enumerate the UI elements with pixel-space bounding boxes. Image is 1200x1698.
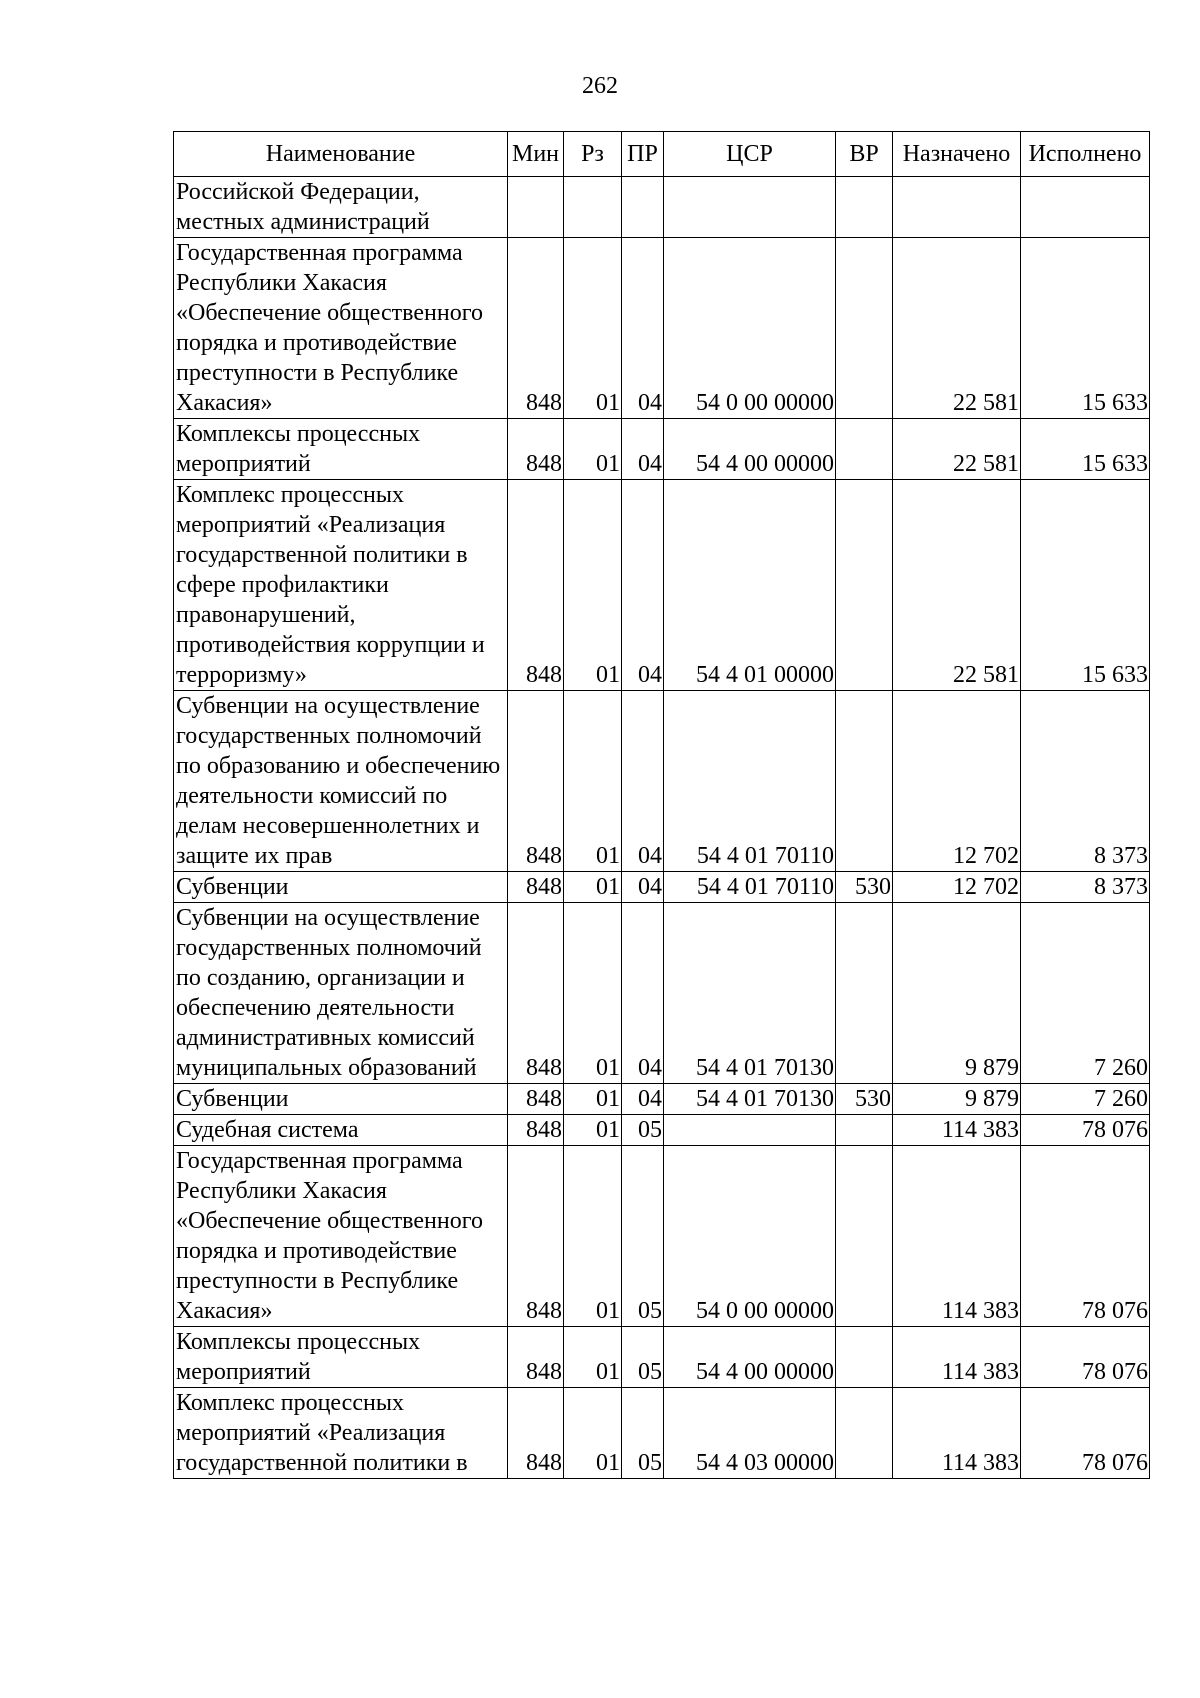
header-csr: ЦСР	[664, 132, 836, 177]
header-rz: Рз	[564, 132, 622, 177]
cell-rz: 01	[564, 1327, 622, 1388]
cell-rz: 01	[564, 872, 622, 903]
cell-pr: 04	[622, 1084, 664, 1115]
cell-ispolneno: 15 633	[1021, 238, 1150, 419]
cell-naznacheno: 114 383	[893, 1115, 1021, 1146]
cell-ispolneno: 15 633	[1021, 480, 1150, 691]
header-name: Наименование	[174, 132, 508, 177]
cell-min: 848	[508, 1327, 564, 1388]
cell-min: 848	[508, 1146, 564, 1327]
table-row	[174, 1115, 1150, 1146]
cell-rz	[564, 177, 622, 238]
cell-name: Судебная система	[174, 1115, 508, 1146]
cell-vr	[836, 1327, 893, 1388]
cell-pr: 04	[622, 419, 664, 480]
cell-naznacheno: 9 879	[893, 903, 1021, 1084]
cell-naznacheno: 22 581	[893, 238, 1021, 419]
cell-name: Комплекс процессных мероприятий «Реализация государственной политики в	[174, 1388, 508, 1479]
cell-name: Субвенции	[174, 872, 508, 903]
cell-pr: 05	[622, 1388, 664, 1479]
cell-min	[508, 177, 564, 238]
cell-min: 848	[508, 1084, 564, 1115]
cell-naznacheno: 12 702	[893, 872, 1021, 903]
cell-rz: 01	[564, 238, 622, 419]
cell-naznacheno: 114 383	[893, 1146, 1021, 1327]
cell-min: 848	[508, 1115, 564, 1146]
cell-pr: 04	[622, 903, 664, 1084]
cell-ispolneno	[1021, 177, 1150, 238]
cell-csr: 54 4 00 00000	[664, 1327, 836, 1388]
cell-rz: 01	[564, 1388, 622, 1479]
cell-ispolneno: 78 076	[1021, 1146, 1150, 1327]
header-row	[174, 132, 1150, 177]
cell-csr: 54 4 01 70130	[664, 903, 836, 1084]
cell-csr: 54 4 01 70130	[664, 1084, 836, 1115]
cell-csr: 54 0 00 00000	[664, 1146, 836, 1327]
cell-name: Субвенции на осуществление государственных полномочий по созданию, организации и обеспечению деятельности административных комиссий муниципальных образований	[174, 903, 508, 1084]
cell-vr: 530	[836, 872, 893, 903]
cell-rz: 01	[564, 1115, 622, 1146]
cell-csr	[664, 1115, 836, 1146]
cell-rz: 01	[564, 691, 622, 872]
cell-csr: 54 0 00 00000	[664, 238, 836, 419]
cell-csr: 54 4 01 70110	[664, 872, 836, 903]
table-row	[174, 1327, 1150, 1388]
cell-min: 848	[508, 872, 564, 903]
cell-csr: 54 4 01 70110	[664, 691, 836, 872]
header-vr: ВР	[836, 132, 893, 177]
cell-csr: 54 4 03 00000	[664, 1388, 836, 1479]
cell-naznacheno: 114 383	[893, 1327, 1021, 1388]
cell-name: Государственная программа Республики Хакасия «Обеспечение общественного порядка и противодействие преступности в Республике Хакасия»	[174, 1146, 508, 1327]
cell-name: Комплекс процессных мероприятий «Реализация государственной политики в сфере профилактики правонарушений, противодействия коррупции и терроризму»	[174, 480, 508, 691]
cell-min: 848	[508, 238, 564, 419]
cell-rz: 01	[564, 419, 622, 480]
cell-ispolneno: 7 260	[1021, 1084, 1150, 1115]
cell-csr	[664, 177, 836, 238]
cell-name: Комплексы процессных мероприятий	[174, 1327, 508, 1388]
header-ispolneno: Исполнено	[1021, 132, 1150, 177]
cell-pr: 05	[622, 1327, 664, 1388]
cell-vr	[836, 1388, 893, 1479]
header-naznacheno: Назначено	[893, 132, 1021, 177]
cell-vr	[836, 419, 893, 480]
cell-ispolneno: 78 076	[1021, 1327, 1150, 1388]
cell-name: Государственная программа Республики Хакасия «Обеспечение общественного порядка и противодействие преступности в Республике Хакасия»	[174, 238, 508, 419]
cell-naznacheno: 22 581	[893, 419, 1021, 480]
cell-pr: 05	[622, 1115, 664, 1146]
page-number: 262	[582, 73, 618, 99]
cell-vr	[836, 177, 893, 238]
table-row	[174, 177, 1150, 238]
cell-min: 848	[508, 903, 564, 1084]
cell-naznacheno	[893, 177, 1021, 238]
budget-table	[173, 131, 1150, 1479]
cell-ispolneno: 78 076	[1021, 1388, 1150, 1479]
cell-min: 848	[508, 691, 564, 872]
table-row	[174, 903, 1150, 1084]
cell-rz: 01	[564, 1146, 622, 1327]
cell-ispolneno: 78 076	[1021, 1115, 1150, 1146]
table-row	[174, 419, 1150, 480]
cell-pr: 04	[622, 872, 664, 903]
cell-pr: 04	[622, 691, 664, 872]
cell-name: Субвенции	[174, 1084, 508, 1115]
cell-pr: 04	[622, 238, 664, 419]
cell-rz: 01	[564, 903, 622, 1084]
table-row	[174, 872, 1150, 903]
cell-rz: 01	[564, 480, 622, 691]
cell-min: 848	[508, 1388, 564, 1479]
cell-ispolneno: 15 633	[1021, 419, 1150, 480]
cell-name: Комплексы процессных мероприятий	[174, 419, 508, 480]
table-row	[174, 691, 1150, 872]
cell-vr	[836, 238, 893, 419]
cell-vr	[836, 903, 893, 1084]
cell-ispolneno: 8 373	[1021, 872, 1150, 903]
table-body	[174, 177, 1150, 1479]
cell-name: Субвенции на осуществление государственных полномочий по образованию и обеспечению деятельности комиссий по делам несовершеннолетних и защите их прав	[174, 691, 508, 872]
cell-naznacheno: 9 879	[893, 1084, 1021, 1115]
cell-csr: 54 4 00 00000	[664, 419, 836, 480]
cell-vr	[836, 691, 893, 872]
table-row	[174, 1146, 1150, 1327]
cell-pr: 05	[622, 1146, 664, 1327]
table-row	[174, 480, 1150, 691]
cell-name: Российской Федерации, местных администраций	[174, 177, 508, 238]
cell-pr	[622, 177, 664, 238]
cell-naznacheno: 12 702	[893, 691, 1021, 872]
cell-rz: 01	[564, 1084, 622, 1115]
header-pr: ПР	[622, 132, 664, 177]
table-header	[174, 132, 1150, 177]
cell-pr: 04	[622, 480, 664, 691]
table-row	[174, 1388, 1150, 1479]
cell-vr	[836, 1146, 893, 1327]
cell-vr	[836, 480, 893, 691]
cell-naznacheno: 114 383	[893, 1388, 1021, 1479]
cell-ispolneno: 7 260	[1021, 903, 1150, 1084]
cell-naznacheno: 22 581	[893, 480, 1021, 691]
table-row	[174, 238, 1150, 419]
header-min: Мин	[508, 132, 564, 177]
cell-vr: 530	[836, 1084, 893, 1115]
cell-vr	[836, 1115, 893, 1146]
cell-min: 848	[508, 419, 564, 480]
cell-csr: 54 4 01 00000	[664, 480, 836, 691]
cell-ispolneno: 8 373	[1021, 691, 1150, 872]
cell-min: 848	[508, 480, 564, 691]
table-row	[174, 1084, 1150, 1115]
